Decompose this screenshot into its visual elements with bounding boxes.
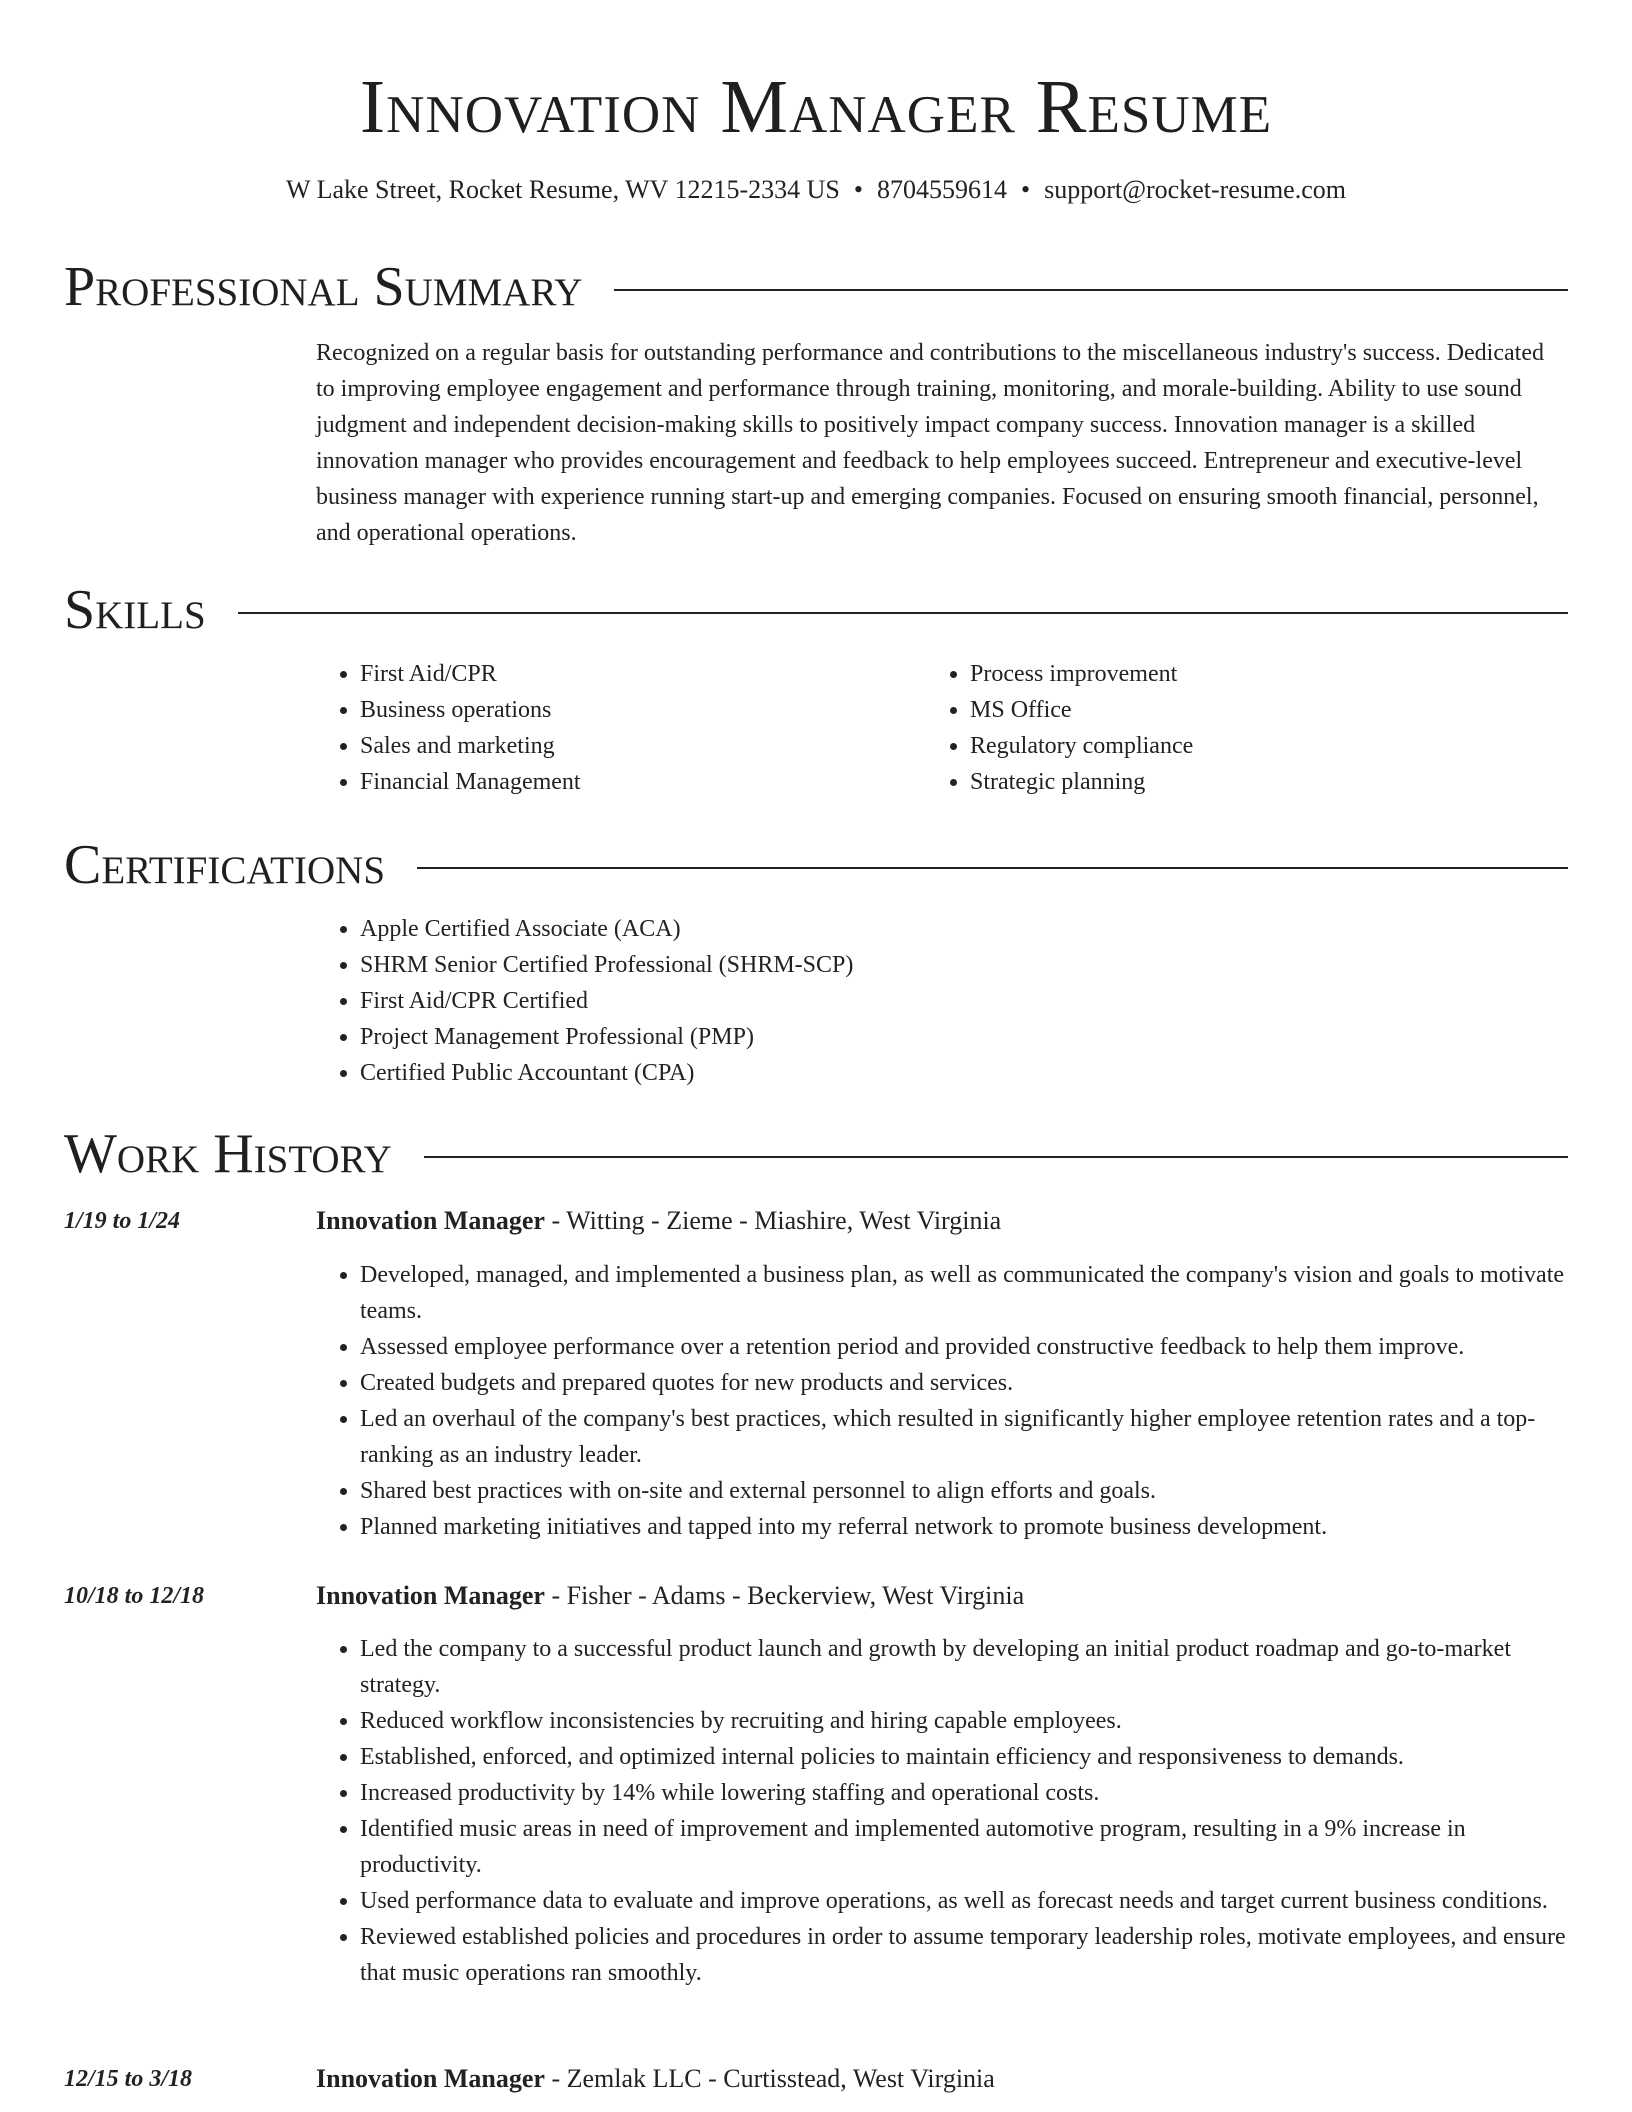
skill-item: • Business operations — [360, 692, 876, 728]
job-bullet: • Led the company to a successful product launch and growth by developing an initial product roadmap and go-to-market strategy. — [360, 1631, 1568, 1703]
certification-item: • First Aid/CPR Certified — [360, 983, 1568, 1019]
certifications-section-header — [64, 830, 1568, 900]
skill-item: • Sales and marketing — [360, 728, 876, 764]
job-dates: 12/15 to 3/18 — [64, 2066, 193, 2092]
skills-list-left — [316, 656, 876, 800]
job-bullet: • Identified music areas in need of improvement and implemented automotive program, resulting in a 9% increase in productivity. — [360, 1811, 1568, 1883]
summary-heading: Professional Summary — [64, 256, 583, 318]
job-bullet: • Used performance data to evaluate and improve operations, as well as forecast needs and target current business conditions. — [360, 1883, 1568, 1919]
certification-item: • Apple Certified Associate (ACA) — [360, 911, 1568, 947]
certification-item: • Certified Public Accountant (CPA) — [360, 1055, 1568, 1091]
summary-text: Recognized on a regular basis for outstanding performance and contributions to the miscellaneous industry's success. Dedicated to improving employee engagement and performance through training, monitoring, and morale-building. Ability to use sound judgment and independent decision-making skills to positively impact company success. Innovation manager is a skilled innovation manager who provides encouragement and feedback to help employees succeed. Entrepreneur and executive-level business manager with experience running start-up and emerging companies. Focused on ensuring smooth financial, personnel, and operational operations. — [316, 340, 1544, 546]
job-company: - Witting - Zieme - Miashire, West Virginia — [544, 1206, 1002, 1235]
section-divider — [417, 867, 1568, 869]
skills-section-header — [64, 575, 1568, 645]
job-bullet: • Created budgets and prepared quotes for new products and services. — [360, 1365, 1568, 1401]
job-bullet: • Established, enforced, and optimized internal policies to maintain efficiency and responsiveness to demands. — [360, 1739, 1568, 1775]
skill-item: • Process improvement — [970, 656, 1486, 692]
certifications-heading: Certifications — [64, 834, 386, 896]
job-bullet: • Shared best practices with on-site and external personnel to align efforts and goals. — [360, 1473, 1568, 1509]
section-divider — [424, 1156, 1568, 1158]
contact-separator: • — [1020, 175, 1031, 204]
contact-line — [0, 172, 1632, 208]
job-bullets — [316, 1257, 1568, 1545]
summary-section-header — [64, 252, 1568, 322]
job-role: Innovation Manager — [316, 2064, 545, 2093]
contact-separator: • — [853, 175, 863, 204]
job-bullet: • Increased productivity by 14% while lowering staffing and operational costs. — [360, 1775, 1568, 1811]
job-title-line — [316, 1203, 1568, 1239]
job-bullets — [316, 1631, 1568, 1991]
certification-item: • Project Management Professional (PMP) — [360, 1019, 1568, 1055]
job-bullet: • Planned marketing initiatives and tapped into my referral network to promote business development. — [360, 1509, 1568, 1545]
job-dates: 1/19 to 1/24 — [64, 1208, 181, 1234]
certification-item: • SHRM Senior Certified Professional (SHRM-SCP) — [360, 947, 1568, 983]
skill-item: • Financial Management — [360, 764, 876, 800]
job-bullet: • Assessed employee performance over a retention period and provided constructive feedback to help them improve. — [360, 1329, 1568, 1365]
contact-address: W Lake Street, Rocket Resume, WV 12215-2334 US — [286, 175, 840, 204]
job-bullet: • Developed, managed, and implemented a business plan, as well as communicated the company's vision and goals to motivate teams. — [360, 1257, 1568, 1329]
job-bullet: • Led an overhaul of the company's best practices, which resulted in significantly higher employee retention rates and a top-ranking as an industry leader. — [360, 1401, 1568, 1473]
job-bullet: • Reduced workflow inconsistencies by recruiting and hiring capable employees. — [360, 1703, 1568, 1739]
job-dates: 10/18 to 12/18 — [64, 1583, 205, 1609]
contact-email[interactable]: support@rocket-resume.com — [1044, 175, 1346, 204]
skills-heading: Skills — [64, 579, 206, 641]
skill-item: • MS Office — [970, 692, 1486, 728]
certifications-list — [316, 911, 1568, 1091]
job-bullet: • Reviewed established policies and procedures in order to assume temporary leadership roles, motivate employees, and ensure that music operations ran smoothly. — [360, 1919, 1568, 1991]
job-role: Innovation Manager — [316, 1206, 545, 1235]
work-history-heading: Work History — [64, 1123, 392, 1185]
job-role: Innovation Manager — [316, 1581, 545, 1610]
skill-item: • Strategic planning — [970, 764, 1486, 800]
job-title-line — [316, 2061, 1568, 2097]
skill-item: • Regulatory compliance — [970, 728, 1486, 764]
section-divider — [238, 612, 1568, 614]
job-title-line — [316, 1578, 1568, 1614]
skills-list-right — [926, 656, 1486, 800]
contact-phone: 8704559614 — [876, 175, 1007, 204]
work-history-section-header — [64, 1119, 1568, 1189]
job-company: - Fisher - Adams - Beckerview, West Virginia — [544, 1581, 1025, 1610]
job-company: - Zemlak LLC - Curtisstead, West Virginia — [544, 2064, 995, 2093]
resume-title: Innovation Manager Resume — [359, 65, 1273, 149]
section-divider — [614, 289, 1568, 291]
skill-item: • First Aid/CPR — [360, 656, 876, 692]
